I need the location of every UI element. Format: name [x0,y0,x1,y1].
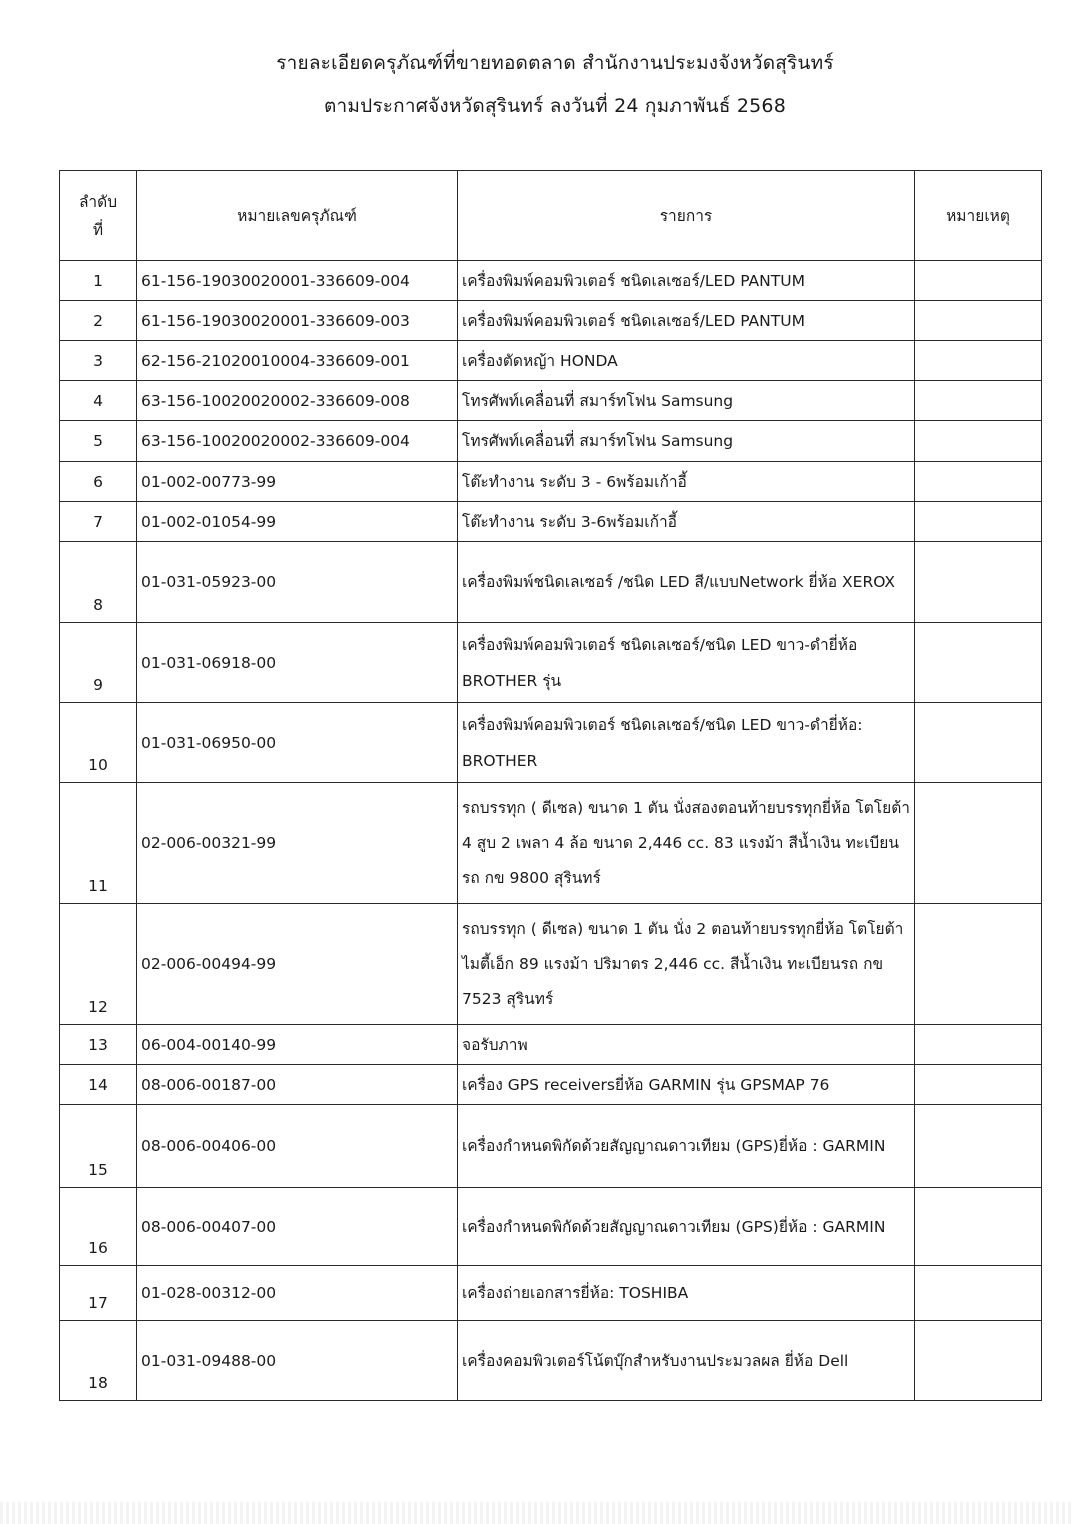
item-description: เครื่องคอมพิวเตอร์โน้ตบุ๊กสำหรับงานประมวลผล ยี่ห้อ Dell [458,1321,915,1401]
item-description: เครื่องพิมพ์คอมพิวเตอร์ ชนิดเลเซอร์/ชนิด LED ขาว-ดำยี่ห้อ: BROTHER [458,703,915,783]
item-description: เครื่องตัดหญ้า HONDA [458,341,915,381]
remarks-cell [915,623,1042,703]
item-description: เครื่องพิมพ์ชนิดเลเซอร์ /ชนิด LED สี/แบบNetwork ยี่ห้อ XEROX [458,542,915,623]
row-number: 10 [60,703,137,783]
row-number: 3 [60,341,137,381]
remarks-cell [915,1065,1042,1105]
header-asset-code: หมายเลขครุภัณฑ์ [137,171,458,261]
asset-code: 01-031-05923-00 [137,542,458,623]
item-description: เครื่องกำหนดพิกัดด้วยสัญญาณดาวเทียม (GPS)ยี่ห้อ : GARMIN [458,1105,915,1188]
row-number: 17 [60,1266,137,1321]
row-number: 15 [60,1105,137,1188]
row-number: 5 [60,421,137,462]
header-no-line2: ที่ [92,220,104,239]
remarks-cell [915,1321,1042,1401]
table-row [60,421,1042,462]
item-description: โต๊ะทำงาน ระดับ 3 - 6พร้อมเก้าอี้ [458,462,915,502]
asset-code: 63-156-10020020002-336609-008 [137,381,458,421]
asset-code: 01-031-09488-00 [137,1321,458,1401]
asset-code: 61-156-19030020001-336609-003 [137,301,458,341]
item-description: เครื่อง GPS receiversยี่ห้อ GARMIN รุ่น GPSMAP 76 [458,1065,915,1105]
row-number: 7 [60,502,137,542]
table-row [60,783,1042,904]
remarks-cell [915,341,1042,381]
table-row [60,542,1042,623]
asset-code: 08-006-00187-00 [137,1065,458,1105]
row-number: 11 [60,783,137,904]
item-description: โทรศัพท์เคลื่อนที่ สมาร์ทโฟน Samsung [458,381,915,421]
table-row [60,261,1042,301]
row-number: 13 [60,1025,137,1065]
remarks-cell [915,462,1042,502]
table-row [60,1321,1042,1401]
remarks-cell [915,1188,1042,1266]
document-title: รายละเอียดครุภัณฑ์ที่ขายทอดตลาด สำนักงานประมงจังหวัดสุรินทร์ [276,52,834,74]
table-row [60,341,1042,381]
remarks-cell [915,783,1042,904]
asset-code: 01-031-06950-00 [137,703,458,783]
asset-code: 01-002-00773-99 [137,462,458,502]
asset-code: 02-006-00494-99 [137,904,458,1025]
item-description: เครื่องพิมพ์คอมพิวเตอร์ ชนิดเลเซอร์/LED PANTUM [458,301,915,341]
remarks-cell [915,1105,1042,1188]
asset-code: 02-006-00321-99 [137,783,458,904]
scan-edge [0,1502,1074,1524]
table-header-row [60,171,1042,261]
row-number: 1 [60,261,137,301]
item-description: เครื่องพิมพ์คอมพิวเตอร์ ชนิดเลเซอร์/LED PANTUM [458,261,915,301]
row-number: 9 [60,623,137,703]
remarks-cell [915,421,1042,462]
table-row [60,462,1042,502]
row-number: 18 [60,1321,137,1401]
remarks-cell [915,381,1042,421]
item-description: รถบรรทุก ( ดีเซล) ขนาด 1 ตัน นั่งสองตอนท้ายบรรทุกยี่ห้อ โตโยต้า 4 สูบ 2 เพลา 4 ล้อ ขนาด 2,446 cc. 83 แรงม้า สีน้ำเงิน ทะเบียนรถ กข 9800 สุรินทร์ [458,783,915,904]
row-number: 2 [60,301,137,341]
remarks-cell [915,904,1042,1025]
item-description: โทรศัพท์เคลื่อนที่ สมาร์ทโฟน Samsung [458,421,915,462]
row-number: 14 [60,1065,137,1105]
asset-code: 01-028-00312-00 [137,1266,458,1321]
table-row [60,904,1042,1025]
table-row [60,381,1042,421]
row-number: 12 [60,904,137,1025]
header-no-line1: ลำดับ [78,192,118,211]
table-row [60,1188,1042,1266]
asset-code: 08-006-00406-00 [137,1105,458,1188]
remarks-cell [915,502,1042,542]
row-number: 4 [60,381,137,421]
equipment-table [59,170,1042,1401]
header-description: รายการ [458,171,915,261]
remarks-cell [915,1025,1042,1065]
remarks-cell [915,542,1042,623]
item-description: จอรับภาพ [458,1025,915,1065]
row-number: 6 [60,462,137,502]
asset-code: 08-006-00407-00 [137,1188,458,1266]
item-description: เครื่องถ่ายเอกสารยี่ห้อ: TOSHIBA [458,1266,915,1321]
table-row [60,502,1042,542]
table-row [60,1065,1042,1105]
header-no [60,171,137,261]
item-description: รถบรรทุก ( ดีเซล) ขนาด 1 ตัน นั่ง 2 ตอนท้ายบรรทุกยี่ห้อ โตโยต้า ไมตี้เอ็ก 89 แรงม้า ปริมาตร 2,446 cc. สีน้ำเงิน ทะเบียนรถ กข 7523 สุรินทร์ [458,904,915,1025]
row-number: 16 [60,1188,137,1266]
row-number: 8 [60,542,137,623]
table-row [60,1105,1042,1188]
header-remarks: หมายเหตุ [915,171,1042,261]
table-row [60,1266,1042,1321]
remarks-cell [915,703,1042,783]
table-row [60,301,1042,341]
remarks-cell [915,301,1042,341]
asset-code: 61-156-19030020001-336609-004 [137,261,458,301]
table-row [60,1025,1042,1065]
asset-code: 62-156-21020010004-336609-001 [137,341,458,381]
asset-code: 06-004-00140-99 [137,1025,458,1065]
item-description: เครื่องพิมพ์คอมพิวเตอร์ ชนิดเลเซอร์/ชนิด LED ขาว-ดำยี่ห้อ BROTHER รุ่น [458,623,915,703]
table-row [60,703,1042,783]
document-subtitle: ตามประกาศจังหวัดสุรินทร์ ลงวันที่ 24 กุมภาพันธ์ 2568 [323,95,787,117]
asset-code: 63-156-10020020002-336609-004 [137,421,458,462]
asset-code: 01-002-01054-99 [137,502,458,542]
item-description: โต๊ะทำงาน ระดับ 3-6พร้อมเก้าอี้ [458,502,915,542]
asset-code: 01-031-06918-00 [137,623,458,703]
remarks-cell [915,1266,1042,1321]
item-description: เครื่องกำหนดพิกัดด้วยสัญญาณดาวเทียม (GPS)ยี่ห้อ : GARMIN [458,1188,915,1266]
table-row [60,623,1042,703]
remarks-cell [915,261,1042,301]
